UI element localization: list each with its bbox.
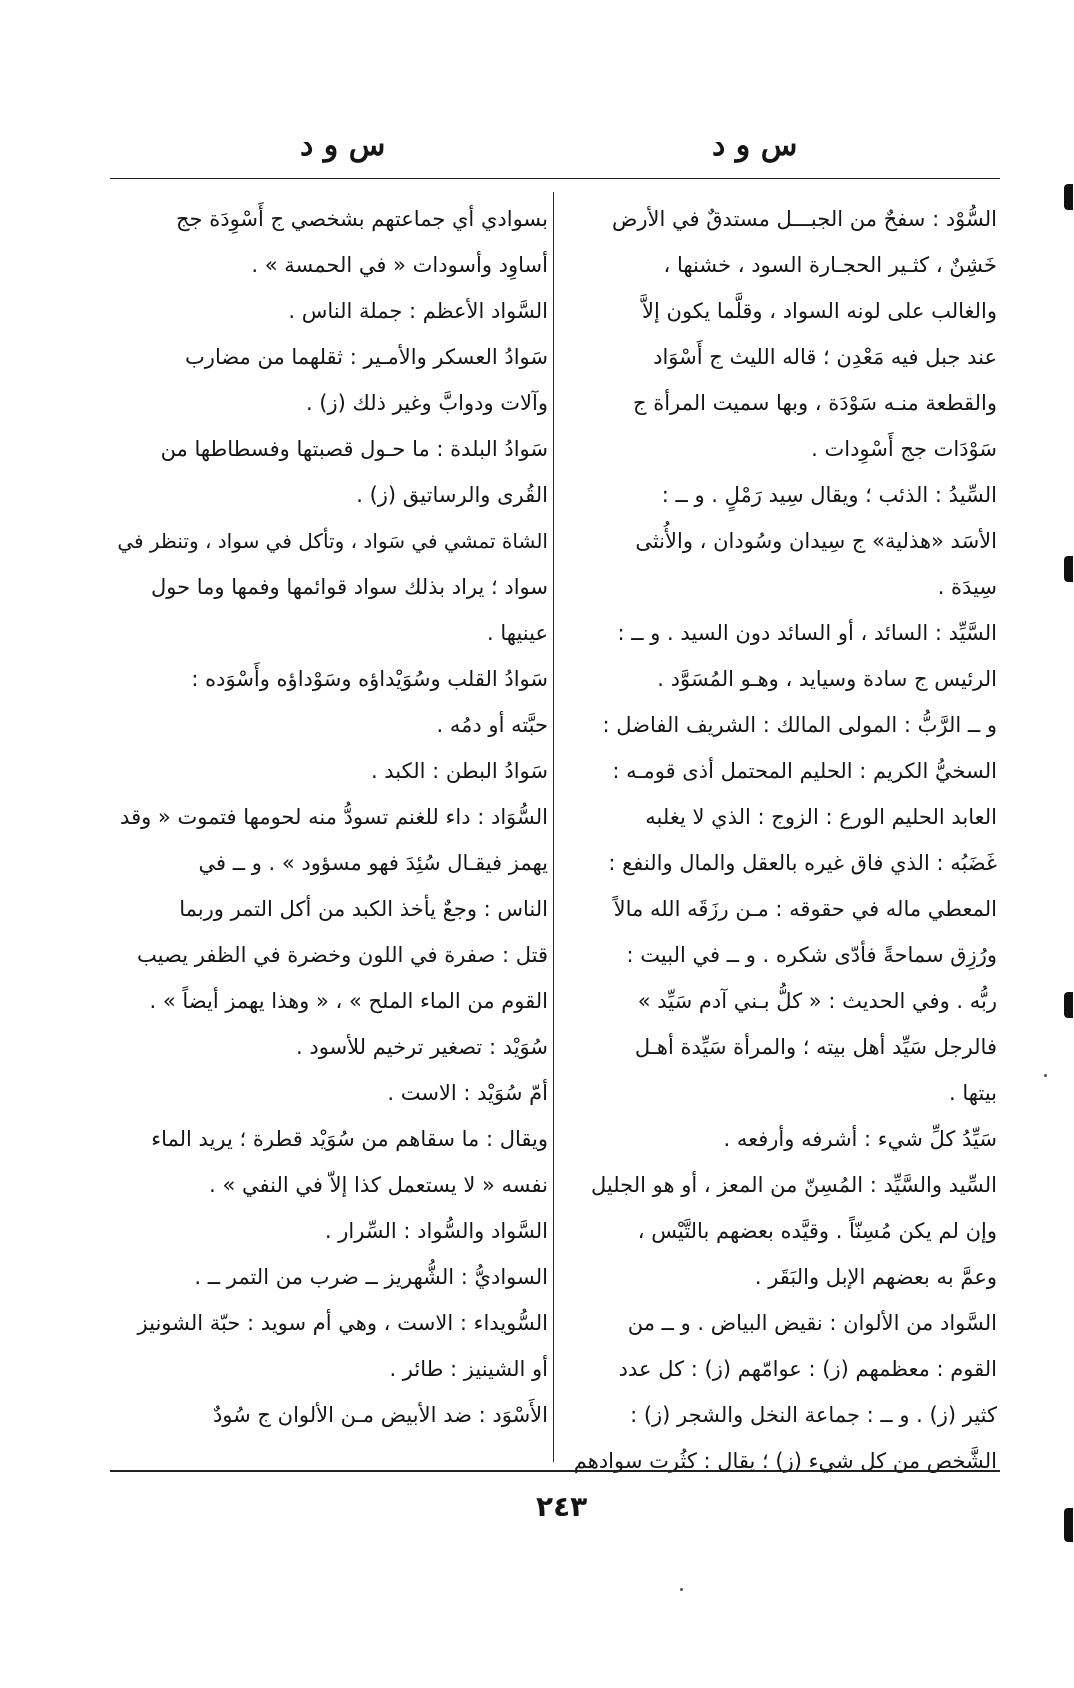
text-line: خَشِنٌ ، كثـير الحجـارة السود ، خشنها ،: [663, 253, 997, 277]
text-line: أمّ سُوَيْد : الاست .: [387, 1081, 548, 1105]
text-line: بسوادي أي جماعتهم بشخصي ج أَسْوِدَة جج: [176, 207, 548, 231]
text-line: السُّوَاد : داء للغنم تسودُّ منه لحومها فتموت « وقد: [120, 805, 548, 829]
column-divider: [553, 192, 554, 1462]
registration-mark: [1064, 556, 1073, 582]
text-line: الشَّخص من كل شيء (ز) ؛ يقال : كثُرت سوادهم: [573, 1449, 997, 1473]
scan-speck: [1044, 1074, 1047, 1077]
running-header-right: س و د: [712, 128, 798, 163]
text-line: غَضَبُه : الذي فاق غيره بالعقل والمال والنفع :: [608, 851, 997, 875]
text-line: والغالب على لونه السواد ، وقلَّما يكون إلاَّ: [642, 299, 997, 323]
text-line: السُّوْد : سفحٌ من الجبـــل مستدقٌ في الأرض: [612, 207, 997, 231]
text-line: حبَّته أو دمُه .: [436, 713, 548, 737]
text-line: ورُزِق سماحةً فأدّى شكره . و ــ في البيت :: [626, 943, 997, 967]
text-line: الشاة تمشي في سَواد ، وتأكل في سواد ، وتنظر في: [117, 529, 548, 553]
text-line: المعطي ماله في حقوقه : مـن رزَقَه الله مالاً: [613, 897, 997, 921]
text-line: سَوادُ البلدة : ما حـول قصبتها وفسطاطها من: [160, 437, 548, 461]
text-line: يهمز فيقـال سُئِدَ فهو مسؤود » . و ــ في: [198, 851, 548, 875]
registration-mark: [1064, 1508, 1073, 1542]
text-line: عينيها .: [487, 621, 548, 645]
text-line: السَّيِّد : السائد ، أو السائد دون السيد . و ــ :: [617, 621, 997, 645]
bottom-rule: [110, 1470, 1000, 1472]
text-line: القوم من الماء الملح » ، « وهذا يهمز أيضاً » .: [149, 989, 548, 1013]
text-line: ويقال : ما سقاهم من سُوَيْد قطرة ؛ يريد الماء: [151, 1127, 548, 1151]
registration-mark: [1064, 184, 1073, 210]
text-line: السَّواد والسُّواد : السِّرار .: [324, 1219, 548, 1243]
text-line: وإن لم يكن مُسِنّاً . وقيَّده بعضهم بالتَّيْس ،: [637, 1219, 997, 1243]
text-line: أساوِد وأسودات « في الحمسة » .: [251, 253, 548, 277]
text-line: سَوادُ البطن : الكبد .: [370, 759, 548, 783]
text-line: الناس : وجعٌ يأخذ الكبد من أكل التمر وربما: [179, 897, 548, 921]
registration-mark: [1064, 992, 1073, 1018]
text-line: سَوْدَات جج أَسْوِدات .: [811, 437, 997, 461]
left-column: [110, 196, 548, 1438]
text-line: سَيِّدُ كلِّ شيء : أشرفه وأرفعه .: [723, 1127, 997, 1151]
text-line: الرئيس ج سادة وسيايد ، وهـو المُسَوَّد .: [657, 667, 997, 691]
text-line: عند جبل فيه مَعْدِن ؛ قاله الليث ج أَسْوَاد: [653, 345, 997, 369]
text-line: قتل : صفرة في اللون وخضرة في الظفر يصيب: [137, 943, 548, 967]
top-rule: [110, 178, 1000, 179]
text-line: الأسَد «هذلية» ج سِيدان وسُودان ، والأُنثى: [635, 529, 997, 553]
text-line: السخيُّ الكريم : الحليم المحتمل أذى قومـه :: [612, 759, 997, 783]
text-line: ربُّه . وفي الحديث : « كلُّ بـني آدم سَيِّد »: [637, 989, 997, 1013]
text-line: فالرجل سَيِّد أهل بيته ؛ والمرأة سَيِّدة أهـل: [634, 1035, 997, 1059]
text-line: القوم : معظمهم (ز) : عوامّهم (ز) : كل عدد: [618, 1357, 997, 1381]
text-line: وعمَّ به بعضهم الإبل والبَقَر .: [754, 1265, 997, 1289]
text-line: الأَسْوَد : ضد الأبيض مـن الألوان ج سُودٌ: [212, 1403, 548, 1427]
text-line: نفسه « لا يستعمل كذا إلاّ في النفي » .: [209, 1173, 548, 1197]
text-line: السُّويداء : الاست ، وهي أم سويد : حبّة الشونيز: [137, 1311, 548, 1335]
text-line: السِّيد والسَّيِّد : المُسِنّ من المعز ، أو هو الجليل: [590, 1173, 997, 1197]
text-line: والقطعة منـه سَوْدَة ، وبها سميت المرأة ج: [632, 391, 997, 415]
text-line: سَوادُ القلب وسُوَيْداؤه وسَوْداؤه وأَسْوَده :: [191, 667, 548, 691]
text-line: بيتها .: [949, 1081, 997, 1105]
scan-speck: [680, 1588, 683, 1591]
text-line: كثير (ز) . و ــ : جماعة النخل والشجر (ز) :: [630, 1403, 997, 1427]
running-header-left: س و د: [300, 128, 386, 163]
text-line: وآلات ودوابَّ وغير ذلك (ز) .: [305, 391, 548, 415]
text-line: سواد ؛ يراد بذلك سواد قوائمها وفمها وما حول: [151, 575, 548, 599]
text-line: و ــ الرَّبُّ : المولى المالك : الشريف الفاضل :: [602, 713, 997, 737]
text-line: سَوادُ العسكر والأمـير : ثقلهما من مضارب: [185, 345, 548, 369]
right-column: [565, 196, 997, 1484]
text-line: السَّواد من الألوان : نقيض البياض . و ــ من: [627, 1311, 997, 1335]
text-line: سُوَيْد : تصغير ترخيم للأسود .: [296, 1035, 548, 1059]
text-line: السَّواد الأعظم : جملة الناس .: [288, 299, 548, 323]
text-line: السواديُّ : الشُّهريز ــ ضرب من التمر ــ .: [194, 1265, 548, 1289]
text-line: السِّيدُ : الذئب ؛ ويقال سِيد رَمْلٍ . و ــ :: [661, 483, 997, 507]
text-line: أو الشينيز : طائر .: [389, 1357, 548, 1381]
text-line: القُرى والرساتيق (ز) .: [356, 483, 548, 507]
text-line: سِيدَة .: [937, 575, 997, 599]
text-line: العابد الحليم الورع : الزوج : الذي لا يغلبه: [645, 805, 997, 829]
page-number: ٢٤٣: [536, 1490, 588, 1523]
